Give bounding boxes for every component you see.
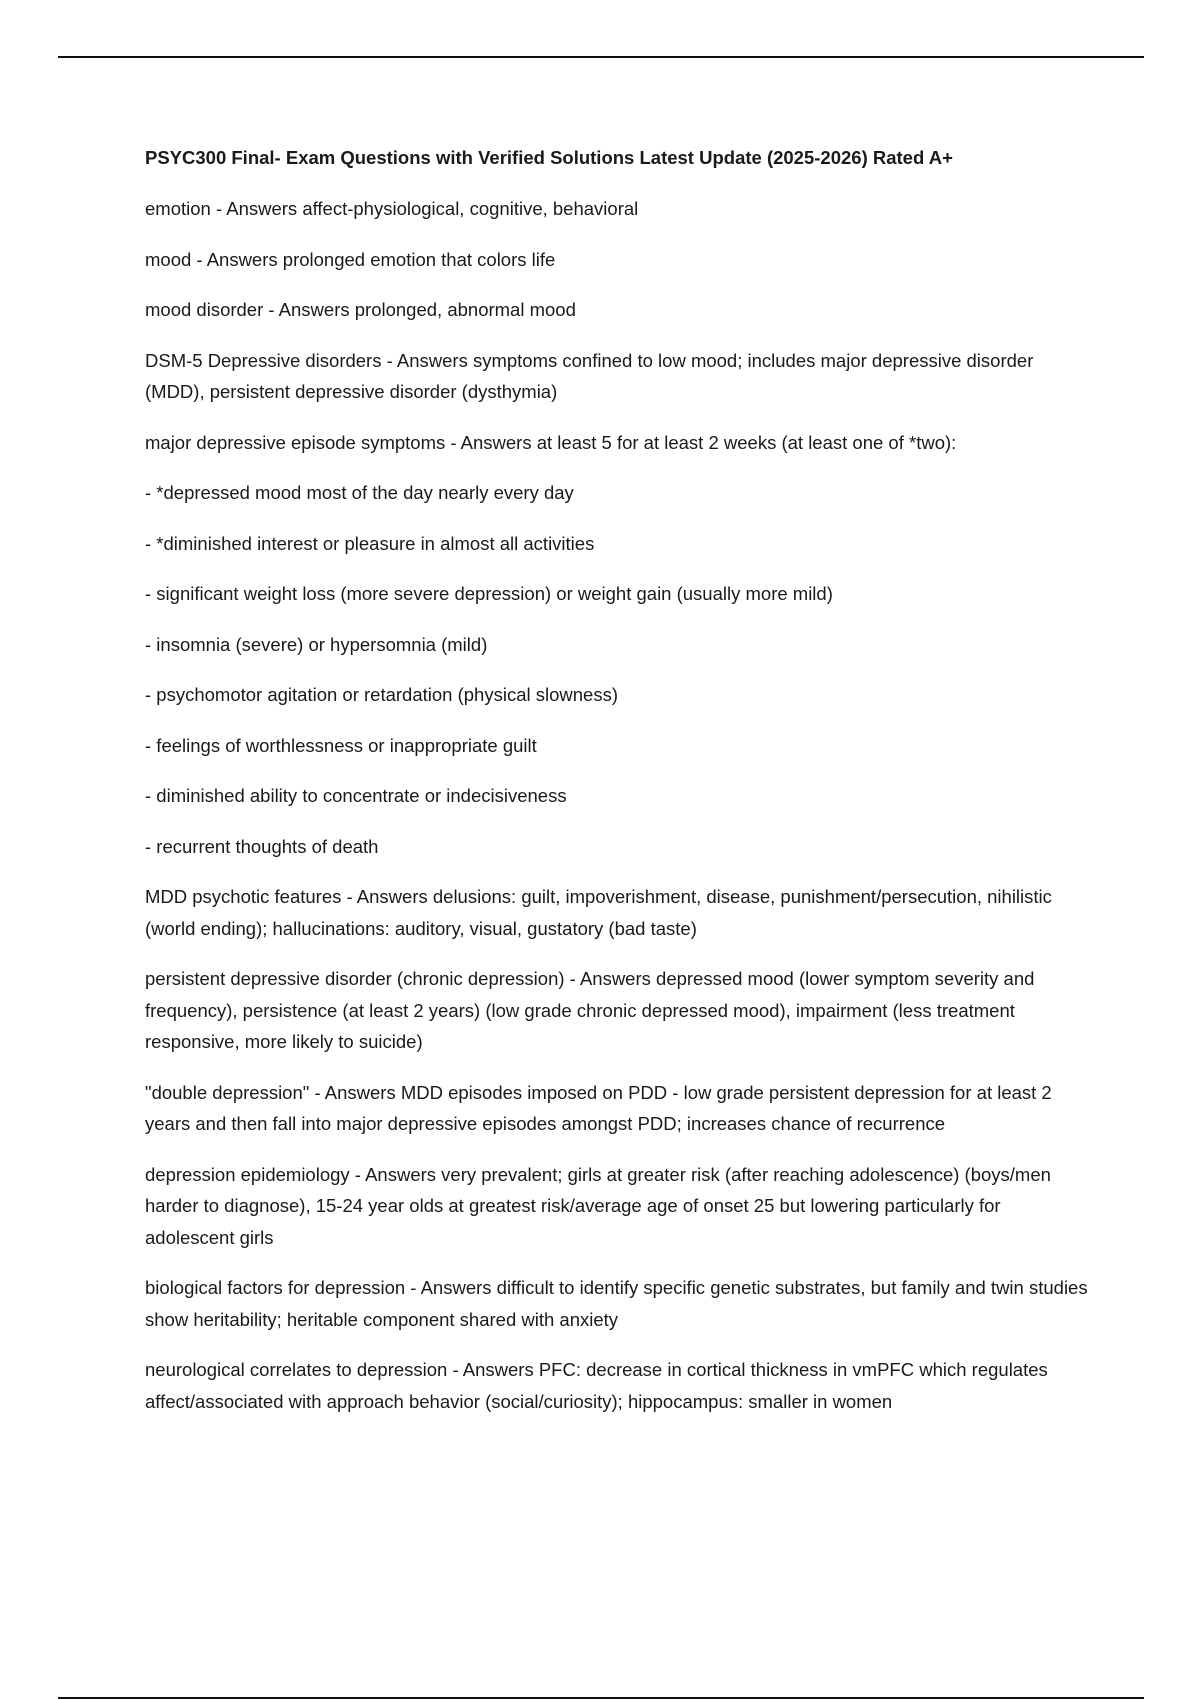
entry-emotion: emotion - Answers affect-physiological, cognitive, behavioral [145,198,639,219]
entry-mood: mood - Answers prolonged emotion that colors life [145,248,556,270]
symptom-list-item: - feelings of worthlessness or inappropriate guilt [145,734,537,756]
entry-persistent-depressive-disorder: persistent depressive disorder (chronic depression) - Answers depressed mood (lower symptom severity and frequency), persistence (at least 2 years) (low grade chronic depressed mood), impairment (less treatment responsive, more likely to suicide) [145,968,1035,1052]
symptom-list-item: - *diminished interest or pleasure in almost all activities [145,532,595,554]
header-rule [58,56,1144,58]
entry-dsm5-depressive-disorders: DSM-5 Depressive disorders - Answers symptoms confined to low mood; includes major depressive disorder (MDD), persistent depressive disorder (dysthymia) [145,349,1034,402]
entry-mood-disorder: mood disorder - Answers prolonged, abnormal mood [145,299,576,320]
symptom-list-item: - significant weight loss (more severe depression) or weight gain (usually more mild) [145,583,833,604]
entry-neurological-correlates: neurological correlates to depression - Answers PFC: decrease in cortical thickness in vmPFC which regulates affect/associated with approach behavior (social/curiosity); hippocampus: smaller in women [145,1359,1048,1412]
symptom-list-item: - diminished ability to concentrate or indecisiveness [145,785,567,806]
entry-major-depressive-episode-symptoms: major depressive episode symptoms - Answers at least 5 for at least 2 weeks (at least one of *two): [145,431,957,453]
symptom-list-item: - psychomotor agitation or retardation (physical slowness) [145,684,618,705]
entry-depression-epidemiology: depression epidemiology - Answers very prevalent; girls at greater risk (after reaching adolescence) (boys/men harder to diagnose), 15-24 year olds at greatest risk/average age of onset 25 but lowering particularly for adolescent girls [145,1163,1051,1248]
symptom-list-item: - insomnia (severe) or hypersomnia (mild) [145,633,488,655]
entry-mdd-psychotic-features: MDD psychotic features - Answers delusions: guilt, impoverishment, disease, punishment/persecution, nihilistic (world ending); hallucinations: auditory, visual, gustatory (bad taste) [145,886,1052,939]
footer-rule [58,1697,1144,1699]
symptom-list-item: - *depressed mood most of the day nearly every day [145,482,574,503]
entry-biological-factors: biological factors for depression - Answers difficult to identify specific genetic substrates, but family and twin studies show heritability; heritable component shared with anxiety [145,1277,1088,1330]
entry-double-depression: "double depression" - Answers MDD episodes imposed on PDD - low grade persistent depression for at least 2 years and then fall into major depressive episodes amongst PDD; increases chance of recurrence [145,1081,1052,1134]
symptom-list-item: - recurrent thoughts of death [145,835,379,857]
document-body [145,143,1090,1436]
document-title: PSYC300 Final- Exam Questions with Verified Solutions Latest Update (2025-2026) Rated A+ [145,147,953,168]
